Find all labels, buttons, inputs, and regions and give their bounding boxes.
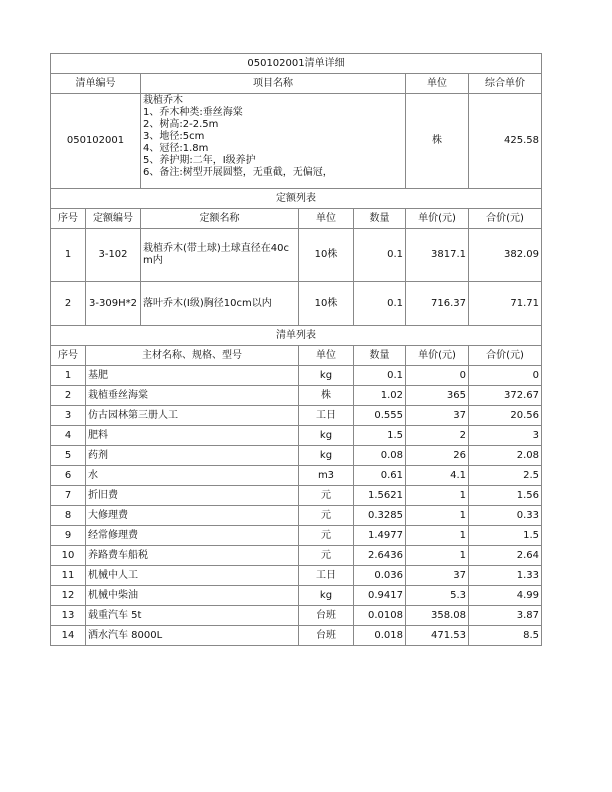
material-no: 4 — [51, 426, 86, 446]
material-name: 栽植垂丝海棠 — [86, 386, 299, 406]
quota-qty: 0.1 — [354, 229, 406, 282]
quota-header-qty: 数量 — [354, 209, 406, 229]
material-qty: 1.02 — [354, 386, 406, 406]
material-unit: m3 — [299, 466, 354, 486]
material-total: 1.56 — [469, 486, 542, 506]
quota-header-no: 序号 — [51, 209, 86, 229]
material-price: 365 — [406, 386, 469, 406]
material-unit: 工日 — [299, 566, 354, 586]
material-unit: 元 — [299, 526, 354, 546]
material-unit: 元 — [299, 506, 354, 526]
item-description-line: 2、树高:2-2.5m — [143, 119, 219, 130]
quota-header-row — [51, 209, 542, 229]
material-header-price: 单价(元) — [406, 346, 469, 366]
material-qty: 2.6436 — [354, 546, 406, 566]
item-description-lines — [143, 95, 403, 179]
material-price: 1 — [406, 526, 469, 546]
quota-header-code: 定额编号 — [86, 209, 141, 229]
item-description-line: 4、冠径:1.8m — [143, 143, 209, 154]
item-description-line: 5、养护期:二年，Ⅰ级养护 — [143, 155, 256, 166]
header-item-name: 项目名称 — [141, 74, 406, 94]
item-row — [51, 94, 542, 189]
material-unit: 元 — [299, 546, 354, 566]
quota-name: 栽植乔木(带土球)土球直径在40cm内 — [141, 229, 299, 282]
material-no: 10 — [51, 546, 86, 566]
material-header-row — [51, 346, 542, 366]
material-total: 4.99 — [469, 586, 542, 606]
material-section-title: 清单列表 — [51, 326, 542, 346]
material-price: 1 — [406, 506, 469, 526]
material-qty: 0.036 — [354, 566, 406, 586]
material-name: 基肥 — [86, 366, 299, 386]
quota-header-name: 定额名称 — [141, 209, 299, 229]
material-price: 2 — [406, 426, 469, 446]
material-name: 仿古园林第三册人工 — [86, 406, 299, 426]
item-unit: 株 — [406, 94, 469, 189]
item-description-line: 3、地径:5cm — [143, 131, 205, 142]
quota-total: 382.09 — [469, 229, 542, 282]
material-row — [51, 546, 542, 566]
material-unit: kg — [299, 446, 354, 466]
material-row — [51, 606, 542, 626]
item-description-line: 6、备注:树型开展圆整，无重截，无偏冠， — [143, 167, 333, 178]
quota-unit: 10株 — [299, 282, 354, 326]
material-total: 3.87 — [469, 606, 542, 626]
material-row — [51, 406, 542, 426]
material-name: 养路费车船税 — [86, 546, 299, 566]
sheet-title: 050102001清单详细 — [51, 54, 542, 74]
quota-no: 1 — [51, 229, 86, 282]
material-row — [51, 486, 542, 506]
material-name: 药剂 — [86, 446, 299, 466]
material-no: 7 — [51, 486, 86, 506]
quota-price: 716.37 — [406, 282, 469, 326]
material-no: 9 — [51, 526, 86, 546]
material-name: 洒水汽车 8000L — [86, 626, 299, 646]
material-row — [51, 506, 542, 526]
item-price: 425.58 — [469, 94, 542, 189]
material-no: 6 — [51, 466, 86, 486]
material-unit: 台班 — [299, 606, 354, 626]
material-unit: 元 — [299, 486, 354, 506]
item-description-line: 栽植乔木 — [143, 95, 183, 106]
material-name: 大修理费 — [86, 506, 299, 526]
material-total: 1.33 — [469, 566, 542, 586]
material-no: 11 — [51, 566, 86, 586]
material-price: 358.08 — [406, 606, 469, 626]
material-price: 4.1 — [406, 466, 469, 486]
material-qty: 0.0108 — [354, 606, 406, 626]
material-no: 12 — [51, 586, 86, 606]
material-qty: 0.555 — [354, 406, 406, 426]
material-header-total: 合价(元) — [469, 346, 542, 366]
material-no: 13 — [51, 606, 86, 626]
item-description — [141, 94, 406, 189]
material-no: 8 — [51, 506, 86, 526]
material-name: 经常修理费 — [86, 526, 299, 546]
quota-code: 3-309H*2 — [86, 282, 141, 326]
material-row — [51, 526, 542, 546]
quota-code: 3-102 — [86, 229, 141, 282]
material-row — [51, 386, 542, 406]
material-unit: 株 — [299, 386, 354, 406]
quota-qty: 0.1 — [354, 282, 406, 326]
material-total: 20.56 — [469, 406, 542, 426]
material-row — [51, 366, 542, 386]
material-unit: kg — [299, 586, 354, 606]
material-unit: 台班 — [299, 626, 354, 646]
material-total: 0 — [469, 366, 542, 386]
item-description-line: 1、乔木种类:垂丝海棠 — [143, 107, 243, 118]
material-price: 37 — [406, 566, 469, 586]
material-price: 5.3 — [406, 586, 469, 606]
material-price: 1 — [406, 486, 469, 506]
quota-unit: 10株 — [299, 229, 354, 282]
quota-header-price: 单价(元) — [406, 209, 469, 229]
material-row — [51, 466, 542, 486]
material-price: 37 — [406, 406, 469, 426]
material-name: 肥料 — [86, 426, 299, 446]
material-qty: 1.5 — [354, 426, 406, 446]
quota-price: 3817.1 — [406, 229, 469, 282]
material-qty: 0.018 — [354, 626, 406, 646]
material-row — [51, 566, 542, 586]
material-no: 1 — [51, 366, 86, 386]
quota-total: 71.71 — [469, 282, 542, 326]
material-qty: 1.4977 — [354, 526, 406, 546]
detail-sheet — [50, 53, 541, 646]
material-name: 机械中人工 — [86, 566, 299, 586]
material-price: 0 — [406, 366, 469, 386]
material-total: 1.5 — [469, 526, 542, 546]
material-name: 折旧费 — [86, 486, 299, 506]
material-header-unit: 单位 — [299, 346, 354, 366]
material-no: 5 — [51, 446, 86, 466]
material-qty: 0.3285 — [354, 506, 406, 526]
material-total: 0.33 — [469, 506, 542, 526]
item-code: 050102001 — [51, 94, 141, 189]
quota-no: 2 — [51, 282, 86, 326]
material-header-name: 主材名称、规格、型号 — [86, 346, 299, 366]
top-header-row — [51, 74, 542, 94]
material-price: 26 — [406, 446, 469, 466]
material-qty: 1.5621 — [354, 486, 406, 506]
material-unit: 工日 — [299, 406, 354, 426]
material-no: 3 — [51, 406, 86, 426]
quota-row — [51, 282, 542, 326]
quota-header-unit: 单位 — [299, 209, 354, 229]
header-code: 清单编号 — [51, 74, 141, 94]
material-total: 372.67 — [469, 386, 542, 406]
material-rows — [51, 366, 542, 646]
material-no: 14 — [51, 626, 86, 646]
material-total: 8.5 — [469, 626, 542, 646]
material-row — [51, 626, 542, 646]
header-unit-price: 综合单价 — [469, 74, 542, 94]
header-unit: 单位 — [406, 74, 469, 94]
material-qty: 0.08 — [354, 446, 406, 466]
material-total: 2.64 — [469, 546, 542, 566]
material-name: 载重汽车 5t — [86, 606, 299, 626]
material-total: 2.08 — [469, 446, 542, 466]
material-header-no: 序号 — [51, 346, 86, 366]
quota-name: 落叶乔木(I级)胸径10cm以内 — [141, 282, 299, 326]
material-name: 水 — [86, 466, 299, 486]
material-row — [51, 586, 542, 606]
quota-section-title: 定额列表 — [51, 189, 542, 209]
material-row — [51, 446, 542, 466]
quota-header-total: 合价(元) — [469, 209, 542, 229]
material-qty: 0.61 — [354, 466, 406, 486]
material-unit: kg — [299, 366, 354, 386]
material-name: 机械中柴油 — [86, 586, 299, 606]
quota-row — [51, 229, 542, 282]
detail-table — [50, 53, 542, 646]
material-unit: kg — [299, 426, 354, 446]
material-total: 2.5 — [469, 466, 542, 486]
material-price: 471.53 — [406, 626, 469, 646]
material-header-qty: 数量 — [354, 346, 406, 366]
material-qty: 0.1 — [354, 366, 406, 386]
material-row — [51, 426, 542, 446]
material-price: 1 — [406, 546, 469, 566]
material-qty: 0.9417 — [354, 586, 406, 606]
material-no: 2 — [51, 386, 86, 406]
material-total: 3 — [469, 426, 542, 446]
